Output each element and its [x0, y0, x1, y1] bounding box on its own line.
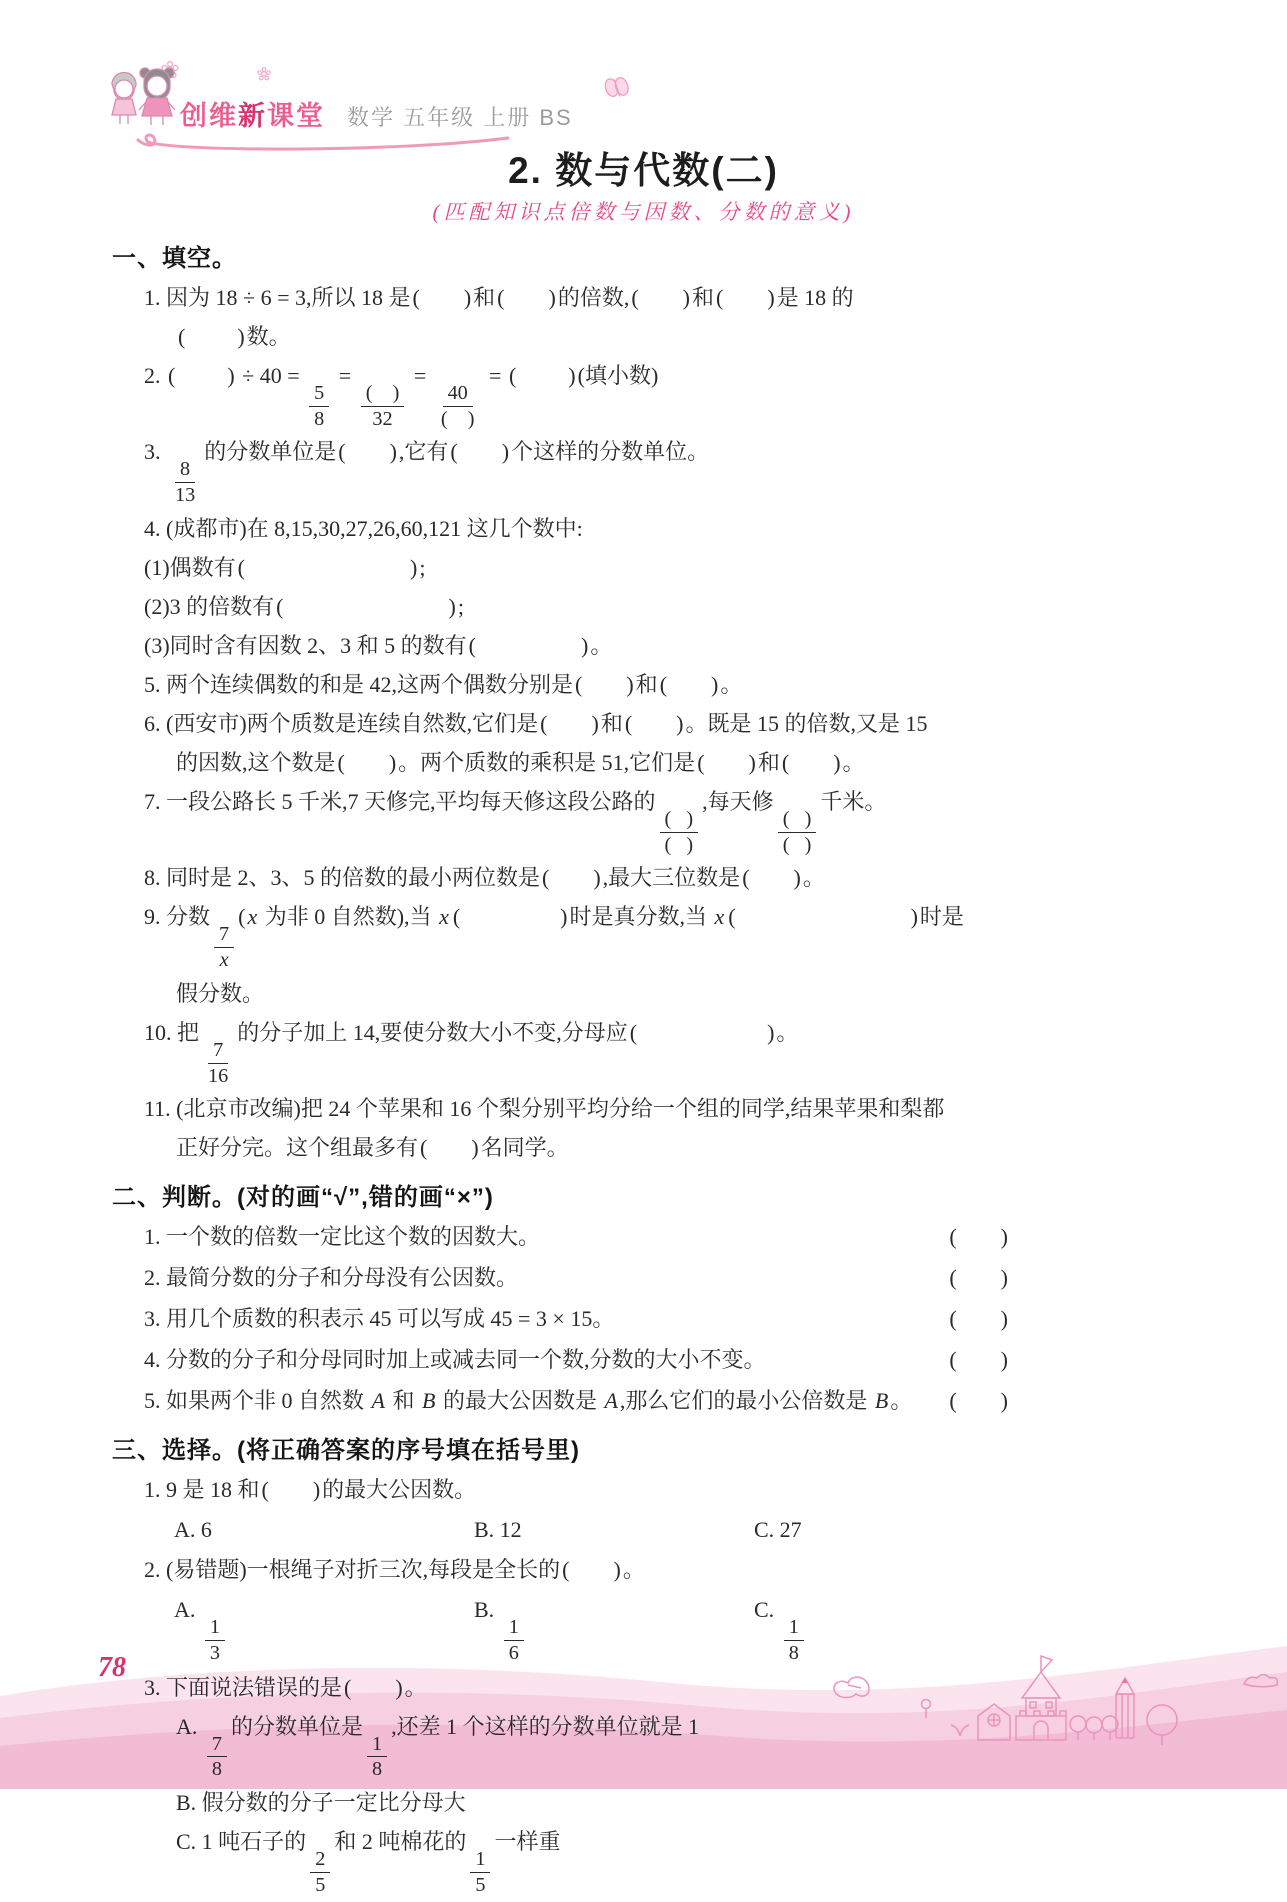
text: ,还差 1 个这样的分数单位就是 1	[391, 1713, 700, 1739]
answer-blank: ( )	[575, 671, 634, 697]
worksheet-content	[112, 238, 1182, 1902]
text: 名同学。	[480, 1135, 569, 1161]
answer-blank: ( )	[728, 904, 918, 930]
answer-blank: ( )	[949, 1347, 1008, 1373]
text: 的最大公因数。	[322, 1477, 477, 1503]
judge-row	[112, 1261, 1182, 1295]
text: 10. 把	[144, 1019, 200, 1045]
text: 个这样的分数单位。	[511, 439, 710, 465]
text: 和	[691, 285, 714, 310]
text: 。	[776, 1019, 799, 1045]
denominator: 8	[211, 1758, 223, 1781]
question-line	[112, 1671, 1182, 1705]
text: 和	[473, 285, 496, 310]
question-line	[112, 785, 1182, 856]
denominator: 32	[372, 407, 393, 430]
text: A.	[174, 1597, 201, 1623]
denominator: 13	[175, 484, 196, 507]
text: 。	[720, 671, 743, 697]
brand-part-accent: 新	[238, 101, 267, 131]
text: 5. 两个连续偶数的和是 42,这两个偶数分别是	[144, 671, 574, 697]
text: 。既是 15 的倍数,又是 15	[685, 710, 928, 736]
question-line	[112, 1092, 1182, 1126]
answer-bracket	[947, 1261, 1010, 1295]
text: 和	[757, 749, 780, 775]
page-title: 2. 数与代数(二)	[508, 150, 779, 191]
option	[174, 1513, 474, 1547]
question	[112, 707, 1182, 780]
text: (	[238, 904, 246, 930]
text: ;	[419, 554, 426, 580]
text: B. 假分数的分子一定比分母大	[176, 1790, 466, 1816]
judge-row	[112, 1220, 1182, 1254]
text: ÷ 40 =	[236, 363, 306, 388]
answer-blank: ( )	[949, 1388, 1008, 1414]
page-subtitle: (匹配知识点倍数与因数、分数的意义)	[432, 200, 855, 224]
answer-blank: ( )	[631, 285, 690, 310]
question-line	[112, 590, 1182, 624]
judge-row	[112, 1343, 1182, 1377]
fraction	[214, 924, 234, 972]
answer-bracket	[947, 1343, 1010, 1377]
numerator: 2	[310, 1849, 330, 1873]
denominator: ( )	[440, 407, 475, 430]
numerator: 7	[207, 1734, 227, 1758]
answer-blank: ( )	[276, 593, 456, 619]
text: 。	[842, 749, 865, 775]
option-line	[112, 1786, 1182, 1820]
question	[112, 668, 1182, 702]
text: ,它有	[398, 439, 449, 465]
answer-blank: ( )	[468, 632, 589, 658]
text: =	[408, 363, 432, 388]
text: 1. 9 是 18 和	[144, 1477, 260, 1503]
text: 7. 一段公路长 5 千米,7 天修完,平均每天修这段公路的	[144, 788, 656, 814]
fraction	[436, 383, 480, 431]
question-line	[112, 1473, 1182, 1507]
question-line	[112, 861, 1182, 895]
answer-blank: ( )	[949, 1306, 1008, 1332]
text: B.	[474, 1597, 500, 1623]
question-line	[112, 629, 1182, 663]
section-fill	[112, 238, 1182, 1165]
text: 4. (成都市)在 8,15,30,27,26,60,121 这几个数中:	[144, 515, 583, 541]
denominator: 5	[475, 1873, 486, 1896]
option-line	[112, 1710, 1182, 1781]
denominator: ( )	[664, 833, 694, 856]
text: C. 27	[754, 1517, 802, 1543]
numerator: 7	[214, 924, 234, 948]
question	[112, 359, 1182, 430]
judge-row	[112, 1384, 1182, 1418]
answer-blank: ( )	[178, 324, 245, 349]
question-line	[112, 512, 1182, 546]
numerator: 1	[784, 1617, 804, 1641]
text: =	[483, 363, 507, 388]
text: 和	[635, 671, 658, 697]
section-heading: 一、填空。	[112, 245, 237, 272]
text: 5. 如果两个非 0 自然数	[144, 1388, 370, 1414]
page-header	[104, 56, 573, 140]
question	[112, 1553, 1182, 1664]
text: (3)同时含有因数 2、3 和 5 的数有	[144, 632, 467, 658]
question	[112, 1220, 1182, 1254]
question	[112, 1473, 1182, 1547]
text: ,那么它们的最小公倍数是	[619, 1388, 873, 1414]
section-choice	[112, 1430, 1182, 1896]
brand-logo	[180, 101, 325, 131]
variable: x	[247, 904, 258, 930]
fraction	[361, 383, 405, 431]
text: 。	[802, 865, 825, 891]
text: 3. 下面说法错误的是	[144, 1674, 343, 1700]
question	[112, 1343, 1182, 1377]
answer-blank: ( )	[542, 865, 601, 891]
text: ,每天修	[702, 788, 774, 814]
text: 11. (北京市改编)把 24 个苹果和 16 个梨分别平均分给一个组的同学,结果苹果和梨都	[144, 1096, 945, 1122]
denominator: x	[219, 949, 229, 972]
answer-bracket	[947, 1302, 1010, 1336]
text: ;	[457, 593, 464, 619]
judge-statement	[144, 1261, 518, 1295]
answer-blank: ( )	[540, 710, 599, 736]
text: C.	[754, 1597, 780, 1623]
question-line	[112, 746, 1182, 780]
question	[112, 512, 1182, 663]
text: (2)3 的倍数有	[144, 593, 275, 619]
answer-blank: ( )	[452, 904, 568, 930]
text: 6. (西安市)两个质数是连续自然数,它们是	[144, 710, 539, 736]
judge-row	[112, 1302, 1182, 1336]
answer-blank: ( )	[949, 1224, 1008, 1250]
text: 。两个质数的乘积是 51,它们是	[398, 749, 696, 775]
text: 为非 0 自然数),当	[259, 904, 438, 930]
fraction	[309, 383, 329, 431]
question-line	[112, 707, 1182, 741]
judge-statement	[144, 1302, 614, 1336]
question-line	[112, 1553, 1182, 1587]
variable: A	[371, 1388, 385, 1414]
text: 时是	[919, 904, 964, 930]
text: 的分子加上 14,要使分数大小不变,分母应	[237, 1019, 628, 1045]
text: A.	[176, 1713, 203, 1739]
question	[112, 435, 1182, 506]
numerator: 5	[309, 383, 329, 407]
fraction	[367, 1734, 387, 1782]
brand-part: 创维	[180, 101, 238, 131]
text: 3.	[144, 439, 166, 465]
text: 。	[622, 1557, 645, 1583]
text: ,最大三位数是	[602, 865, 741, 891]
variable: B	[874, 1388, 889, 1414]
option-line	[112, 1825, 1182, 1896]
text: 4. 分数的分子和分母同时加上或减去同一个数,分数的大小不变。	[144, 1347, 766, 1373]
variable: x	[714, 904, 725, 930]
text: 是 18 的	[776, 285, 854, 310]
fraction	[784, 1617, 804, 1665]
text: 和 2 吨棉花的	[334, 1829, 467, 1855]
text: 和	[600, 710, 623, 736]
question-line	[112, 281, 1182, 315]
text: 千米。	[820, 788, 887, 814]
fraction	[660, 809, 699, 857]
judge-statement	[144, 1220, 540, 1254]
question	[112, 1671, 1182, 1897]
question	[112, 281, 1182, 354]
denominator: 16	[208, 1064, 229, 1087]
answer-blank: ( )	[697, 749, 756, 775]
answer-blank: ( )	[412, 285, 472, 310]
answer-blank: ( )	[168, 363, 235, 388]
question	[112, 900, 1182, 1010]
text: 时是真分数,当	[569, 904, 713, 930]
page-number: 78	[98, 1652, 126, 1683]
answer-blank: ( )	[716, 285, 775, 310]
text: 和	[386, 1388, 420, 1414]
option	[474, 1513, 754, 1547]
fraction	[205, 1617, 225, 1665]
answer-blank: ( )	[497, 285, 556, 310]
text: B. 12	[474, 1517, 522, 1543]
text: 3. 用几个质数的积表示 45 可以写成 45 = 3 × 15。	[144, 1306, 615, 1332]
mascot-girls-illustration	[104, 58, 184, 140]
question	[112, 1261, 1182, 1295]
text: 的倍数,	[557, 285, 630, 310]
text: (填小数)	[577, 363, 659, 388]
variable: B	[421, 1388, 436, 1414]
answer-blank: ( )	[508, 363, 576, 388]
text: 2. 最简分数的分子和分母没有公因数。	[144, 1265, 519, 1291]
numerator: 40	[443, 383, 473, 407]
text: 2. (易错题)一根绳子对折三次,每段是全长的	[144, 1557, 561, 1583]
text: 的分数单位是	[231, 1713, 364, 1739]
question-line	[112, 1131, 1182, 1165]
text: 8. 同时是 2、3、5 的倍数的最小两位数是	[144, 865, 541, 891]
answer-blank: ( )	[742, 865, 801, 891]
text: (1)偶数有	[144, 554, 236, 580]
text: 假分数。	[176, 980, 265, 1006]
options-row	[112, 1593, 1182, 1664]
text: 。	[590, 632, 613, 658]
denominator: 8	[314, 407, 325, 430]
denominator: 5	[315, 1873, 326, 1896]
answer-blank: ( )	[949, 1265, 1008, 1291]
text: 1. 因为 18 ÷ 6 = 3,所以 18 是	[144, 285, 411, 310]
answer-blank: ( )	[624, 710, 684, 736]
butterfly-icon	[602, 74, 632, 102]
option	[754, 1513, 1182, 1547]
numerator: 1	[504, 1617, 524, 1641]
section-judge	[112, 1177, 1182, 1418]
answer-bracket	[947, 1220, 1010, 1254]
text: 1. 一个数的倍数一定比这个数的因数大。	[144, 1224, 541, 1250]
answer-blank: ( )	[344, 1674, 403, 1700]
denominator: 8	[372, 1758, 383, 1781]
course-info: 数学 五年级 上册 BS	[347, 105, 573, 130]
numerator: 7	[208, 1040, 228, 1064]
text: 一样重	[494, 1829, 561, 1855]
numerator: ( )	[361, 383, 405, 407]
option	[174, 1593, 474, 1664]
text: 。	[890, 1388, 913, 1414]
flower-icon	[256, 66, 272, 82]
option	[754, 1593, 1182, 1664]
text: C. 1 吨石子的	[176, 1829, 307, 1855]
question	[112, 861, 1182, 895]
question-line	[112, 359, 1182, 430]
question	[112, 1384, 1182, 1418]
fraction	[778, 809, 817, 857]
text: 2.	[144, 363, 166, 388]
section-heading: 二、判断。(对的画“√”,错的画“×”)	[112, 1184, 494, 1212]
numerator: ( )	[660, 809, 699, 833]
fraction	[170, 459, 200, 507]
answer-blank: ( )	[261, 1477, 321, 1503]
denominator: 8	[788, 1641, 799, 1664]
answer-blank: ( )	[450, 439, 510, 465]
question-line	[112, 435, 1182, 506]
answer-blank: ( )	[420, 1135, 479, 1161]
text: 的最大公因数是	[437, 1388, 603, 1414]
judge-statement	[144, 1384, 912, 1418]
fraction	[207, 1734, 227, 1782]
answer-bracket	[947, 1384, 1010, 1418]
text: 数。	[246, 324, 291, 349]
brand-underline-swoosh	[134, 130, 514, 150]
answer-blank: ( )	[337, 749, 397, 775]
option	[474, 1593, 754, 1664]
question	[112, 785, 1182, 856]
text: 的分数单位是	[204, 439, 337, 465]
text: =	[333, 363, 357, 388]
question	[112, 1092, 1182, 1165]
question-line	[112, 320, 1182, 354]
answer-blank: ( )	[562, 1557, 621, 1583]
text: 正好分完。这个组最多有	[176, 1135, 419, 1161]
answer-blank: ( )	[237, 554, 418, 580]
answer-blank: ( )	[659, 671, 719, 697]
question-line	[112, 1016, 1182, 1087]
numerator: 1	[367, 1734, 387, 1758]
text: 的因数,这个数是	[176, 749, 336, 775]
text: A. 6	[174, 1517, 212, 1543]
denominator: 3	[209, 1641, 221, 1664]
answer-blank: ( )	[781, 749, 841, 775]
brand-part: 课堂	[267, 101, 325, 131]
question	[112, 1016, 1182, 1087]
options-row	[112, 1513, 1182, 1547]
question-line	[112, 668, 1182, 702]
numerator: 1	[205, 1617, 225, 1641]
question	[112, 1302, 1182, 1336]
fraction	[470, 1849, 490, 1897]
variable: x	[439, 904, 449, 930]
judge-statement	[144, 1343, 766, 1377]
text: 9. 分数	[144, 904, 211, 930]
section-heading: 三、选择。(将正确答案的序号填在括号里)	[112, 1437, 580, 1465]
fraction	[203, 1040, 233, 1088]
question-line	[112, 900, 1182, 971]
fraction	[310, 1849, 330, 1897]
denominator: 6	[508, 1641, 519, 1664]
text: 。	[404, 1674, 427, 1700]
answer-blank: ( )	[629, 1019, 775, 1045]
question-line	[112, 551, 1182, 585]
fraction	[504, 1617, 524, 1665]
question-line	[112, 977, 1182, 1011]
numerator: 1	[470, 1849, 490, 1873]
numerator: 8	[175, 459, 195, 483]
denominator: ( )	[782, 833, 812, 856]
numerator: ( )	[778, 809, 817, 833]
answer-blank: ( )	[338, 439, 397, 465]
variable: A	[604, 1388, 618, 1414]
